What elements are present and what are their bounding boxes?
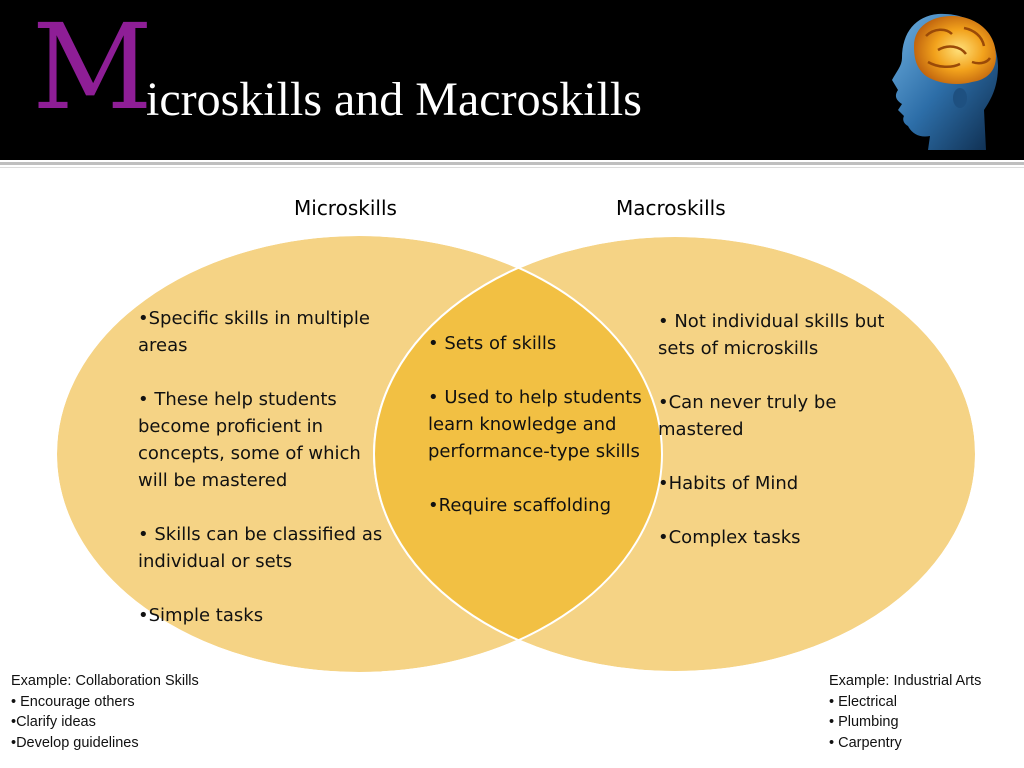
list-item: • Sets of skills bbox=[428, 333, 557, 354]
microskills-example bbox=[11, 671, 199, 753]
list-item: • Not individual skills but sets of microskills bbox=[658, 311, 885, 359]
list-item: •Complex tasks bbox=[658, 527, 801, 548]
page-title: icroskills and Macroskills bbox=[146, 73, 642, 126]
macroskills-heading: Macroskills bbox=[616, 196, 726, 220]
microskills-heading: Microskills bbox=[294, 196, 397, 220]
macroskills-list bbox=[658, 308, 903, 551]
example-heading: Example: Industrial Arts bbox=[829, 673, 982, 689]
example-item: •Clarify ideas bbox=[11, 714, 96, 730]
list-item: • These help students become proficient in concepts, some of which will be mastered bbox=[138, 389, 361, 491]
example-item: •Develop guidelines bbox=[11, 734, 139, 751]
list-item: •Can never truly be mastered bbox=[658, 392, 837, 440]
example-item: • Encourage others bbox=[11, 693, 135, 710]
macroskills-example bbox=[829, 671, 981, 753]
example-heading: Example: Collaboration Skills bbox=[11, 673, 199, 689]
title-initial-letter: M bbox=[32, 0, 153, 136]
shared-list bbox=[428, 330, 650, 519]
example-item: • Electrical bbox=[829, 693, 897, 710]
list-item: •Habits of Mind bbox=[658, 473, 799, 494]
example-item: • Plumbing bbox=[829, 714, 899, 730]
list-item: • Used to help students learn knowledge and performance-type skills bbox=[428, 387, 642, 462]
microskills-list bbox=[138, 305, 388, 629]
example-item: • Carpentry bbox=[829, 734, 902, 751]
list-item: • Skills can be classified as individual or sets bbox=[138, 524, 383, 572]
list-item: •Simple tasks bbox=[138, 605, 264, 626]
list-item: •Require scaffolding bbox=[428, 495, 612, 516]
list-item: •Specific skills in multiple areas bbox=[138, 308, 370, 356]
